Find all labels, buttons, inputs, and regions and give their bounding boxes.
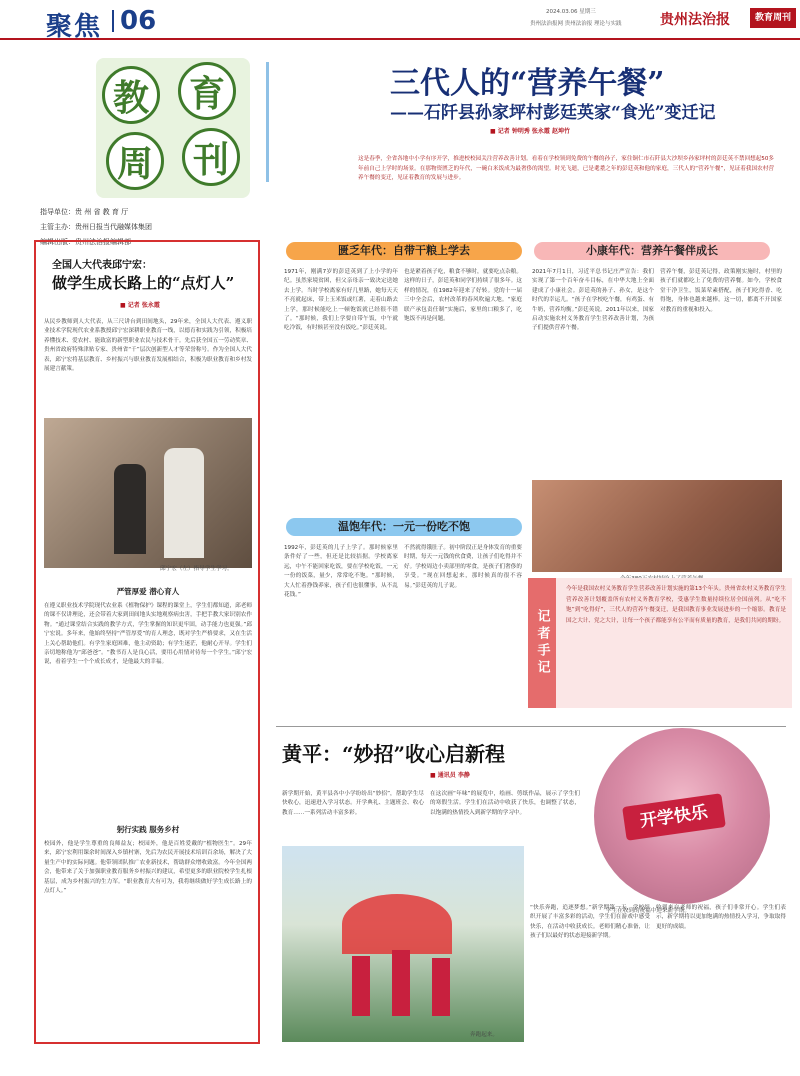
left-subhead-1: 严管厚爱 潜心育人 <box>116 587 180 596</box>
logo-char: 刊 <box>182 128 240 186</box>
left-article-kicker: 全国人大代表邱宁宏： <box>52 260 152 271</box>
reporter-notes-text: 今年是我国农村义务教育学生营养改善计划实施的第13个年头。贵州省农村义务教育学生营养改善计划覆盖所有农村义务教育学校，受惠学生数量持续位居全国前列。从“吃不饱”到“吃得好”，三代人的营养午餐变迁，是我国教育事业发展进步的一个缩影。教育是国之大计、党之大计，让每一个孩子都能享有公平而有质量的教育，是我们共同的期盼。 <box>566 586 786 624</box>
main-intro: 这是春季，全省各地中小学有序开学，推进校校园关注营养改善计划。看着在学校领到免费的午餐的孙子，家住铜仁市石阡县大沙坝乡孙家坪村的彭廷英不禁回想起50多年前自己上学时的场景。在那物资匮乏的年代，一碗白米饭成为最奢侈的渴望。时光飞逝，已是耄耋之年的彭廷英和他的家庭，三代人的“营养午餐”，见证着我国农村营养午餐的变迁，见证着教育的发展与进步。 <box>358 156 774 182</box>
teacher-figure <box>164 448 204 558</box>
left-subhead-2: 躬行实践 服务乡村 <box>116 825 180 834</box>
main-byline: ■ 记者 钟明秀 张永霞 赵坤竹 <box>490 128 571 135</box>
section-banner-subsistence: 温饱年代：一元一份吃不饱 <box>286 518 522 536</box>
logo-char: 教 <box>102 66 160 124</box>
huangping-byline: ■ 通讯员 李静 <box>430 772 470 779</box>
main-headline: 三代人的“营养午餐” <box>390 66 665 101</box>
section-banner-prosperity: 小康年代：营养午餐伴成长 <box>534 242 770 260</box>
happy-new-term-sign: 开学快乐 <box>622 793 726 841</box>
main-subheadline: ——石阡县孙家坪村彭廷英家“食光”变迁记 <box>390 103 716 123</box>
section-banner-scarcity: 匮乏年代：自带干粮上学去 <box>286 242 522 260</box>
balloon-arch <box>342 894 452 954</box>
running-photo-caption: 奔跑起来。 <box>470 1032 498 1038</box>
left-article-body-2: 校园外，他是学生尊重的良师益友；校园外，他是百姓爱戴的“植物医生”。29年来，邱宁宏利用课余时间深入乡镇村寨，先后为农民开展技术培训百余场，解决了大量生产中的实际问题。他带领团队推广农业新技术，帮助群众增收致富。今年全国两会，他带来了关于加强职业教育服务乡村振兴的建议，希望更多的职业院校学生扎根基层，成为乡村振兴的生力军。“职业教育大有可为，我将继续做好学生成长路上的点灯人。” <box>44 841 252 895</box>
section2-col-2: 营养午餐，彭廷英记得，政策刚实施时，村里的孩子们就都吃上了免费的营养餐。如今，学校食堂干净卫生，饭菜荤素搭配，孩子们吃得香、吃得饱，身体也越来越棒。这一切，都离不开国家对教育的重视和投入。 <box>660 269 782 313</box>
meta-line: 指导单位：贵 州 省 教 育 厅 <box>40 208 129 216</box>
logo-char: 周 <box>106 132 164 190</box>
left-article-body-1: 在遵义职业技术学院现代农业系《植物保护》课程的课堂上，学生们都知道，邱老师的课不仅讲理论，还会带着大家到田间地头实地观察病虫害，手把手教大家识别农作物。“通过课堂结合实践的教学方式，学生掌握的知识更牢固，动手能力也更强。”邱宁宏说。多年来，他始终坚持“严管厚爱”的育人理念，既对学生严格要求，又在生活上关心帮助他们。有学生家庭困难，他主动资助；有学生迷茫，他耐心开导。学生们亲切地称他为“邱爸爸”。“教书育人是良心活，要用心用情对待每一个学生。”邱宁宏说，看着学生一个个成长成才，是他最大的幸福。 <box>44 603 252 666</box>
section3-col-2: 不然就得饿肚子。初中阶段正是身体发育的重要时期，每天一元钱的伙食费，让孩子们吃得并不好。学校周边小卖部里的零食，是孩子们奢侈的享受。“现在回想起来，那时候真的很不容易。”彭廷英的儿子说。 <box>404 545 522 589</box>
section1-col-1: 1971年，刚满7岁的彭廷英到了上小学的年纪。虽然家境贫困，但父亲母亲一致决定送她去上学。当时学校离家有好几里路，她每天天不亮就起床，带上玉米饭或红薯，走着山路去上学，那时候能吃上一顿饱饭就已经很不错了。“那时候，我们上学要自带午饭，中午就吃冷饭，有时候甚至没有饭吃。”彭廷英说。 <box>284 269 398 332</box>
logo-char: 育 <box>178 62 236 120</box>
masthead-divider <box>112 10 114 32</box>
lunch-photo <box>532 480 782 572</box>
teacher-photo-caption: 邱宁宏（左）指导学生学习。 <box>160 566 233 572</box>
huangping-col-3: “快乐奔跑，追逐梦想。”新学期第一天，学校组织开展了丰富多彩的活动，学生们在游戏中感受快乐，在活动中收获成长。老师们精心准备，让孩子们以最好的状态迎接新学期。 <box>530 905 650 940</box>
brand-name: 贵州法治报 <box>660 12 730 28</box>
weekly-logo <box>96 58 250 198</box>
section3-col-1: 1992年，彭廷英的儿子上学了。那时候家里条件好了一些，但还是比较拮据。学校离家远，中午不能回家吃饭，要在学校吃饭，一元一份的饭菜，量少，常常吃不饱。“那时候，大人忙着挣钱养家，孩子们也很懂事，从不乱花钱。” <box>284 545 398 599</box>
section-title: 聚焦 <box>46 12 103 42</box>
website-line: 贵州法治报网 贵州法治报 理论与实践 <box>530 21 622 27</box>
brand-tag: 教育周刊 <box>750 8 796 28</box>
runner-figure <box>392 950 410 1016</box>
accent-stripe <box>266 62 269 182</box>
huangping-col-4: 收到来自老师的祝福，孩子们非常开心。学生们表示，新学期将以更加饱满的热情投入学习，争取取得更好的成绩。 <box>656 905 786 930</box>
runner-figure <box>432 958 450 1016</box>
issue-date: 2024.03.06 星期三 <box>546 9 596 15</box>
running-photo <box>282 846 524 1042</box>
left-article-intro: 从民乡教师到人大代表，从三尺讲台到田间地头，29年来，全国人大代表、遵义职业技术学院现代农业系教授邱宁宏深耕职业教育一线，以德育和实践为引领，积极培养懂技术、爱农村、能致富的新型职业农民与技术骨干。先后获全国五一劳动奖章、贵州省政府特殊津贴专家、贵州省“千”层次创新型人才等荣誉称号。作为全国人大代表，邱宁宏将基层教育、乡村振兴与职业教育发展相结合，积极为职业教育和乡村发展建言献策。 <box>44 319 252 373</box>
meta-line: 编辑出版：贵州法治报编辑部 <box>40 238 131 246</box>
huangping-col-2: 在这次画“年味”的展览中，绘画、剪纸作品，展示了学生们的寒假生活。学生们在活动中收获了快乐，也调整了状态，以饱满的热情投入到新学期的学习中。 <box>430 791 580 816</box>
left-article-byline: ■ 记者 张永霞 <box>120 302 160 309</box>
page-number: 06 <box>120 6 157 36</box>
reporter-notes-tag: 记者手记 <box>528 578 556 708</box>
left-article-title: 做学生成长路上的“点灯人” <box>52 274 235 292</box>
runner-figure <box>352 956 370 1016</box>
section2-col-1: 2021年7月1日，习近平总书记庄严宣告：我们实现了第一个百年奋斗目标，在中华大地上全面建成了小康社会。彭廷英的孙子、孙女，是这个时代的幸运儿。“孩子在学校吃午餐，有鸡蛋、有牛奶，营养均衡。”彭廷英说。2011年以来，国家启动实施农村义务教育学生营养改善计划，为孩子们提供营养午餐。 <box>532 269 654 332</box>
huangping-headline: 黄平：“妙招”收心启新程 <box>282 742 506 766</box>
meta-line: 主管主办：贵州日报当代融媒体集团 <box>40 223 152 231</box>
celebration-photo-caption: 学生在收到的祝福中迎来新学期。 <box>606 908 690 914</box>
teacher-photo <box>44 418 252 568</box>
huangping-col-1: 新学期开始，黄平县各中小学纷纷出“妙招”，帮助学生尽快收心，迅速进入学习状态。开学典礼、主题班会、收心教育……一系列活动丰富多彩。 <box>282 791 424 816</box>
divider <box>276 726 786 727</box>
student-figure <box>114 464 146 554</box>
section1-col-2: 也是紧着孩子吃，粮食不够时，就要吃点杂粮。这样的日子，彭廷英和同学们持续了很多年。这样的情况，在1982年迎来了好转。党的十一届三中全会后，农村改革的春风吹遍大地。“家庭联产承包责任制”实施后，家里的口粮多了，吃饱饭不再是问题。 <box>404 269 522 323</box>
